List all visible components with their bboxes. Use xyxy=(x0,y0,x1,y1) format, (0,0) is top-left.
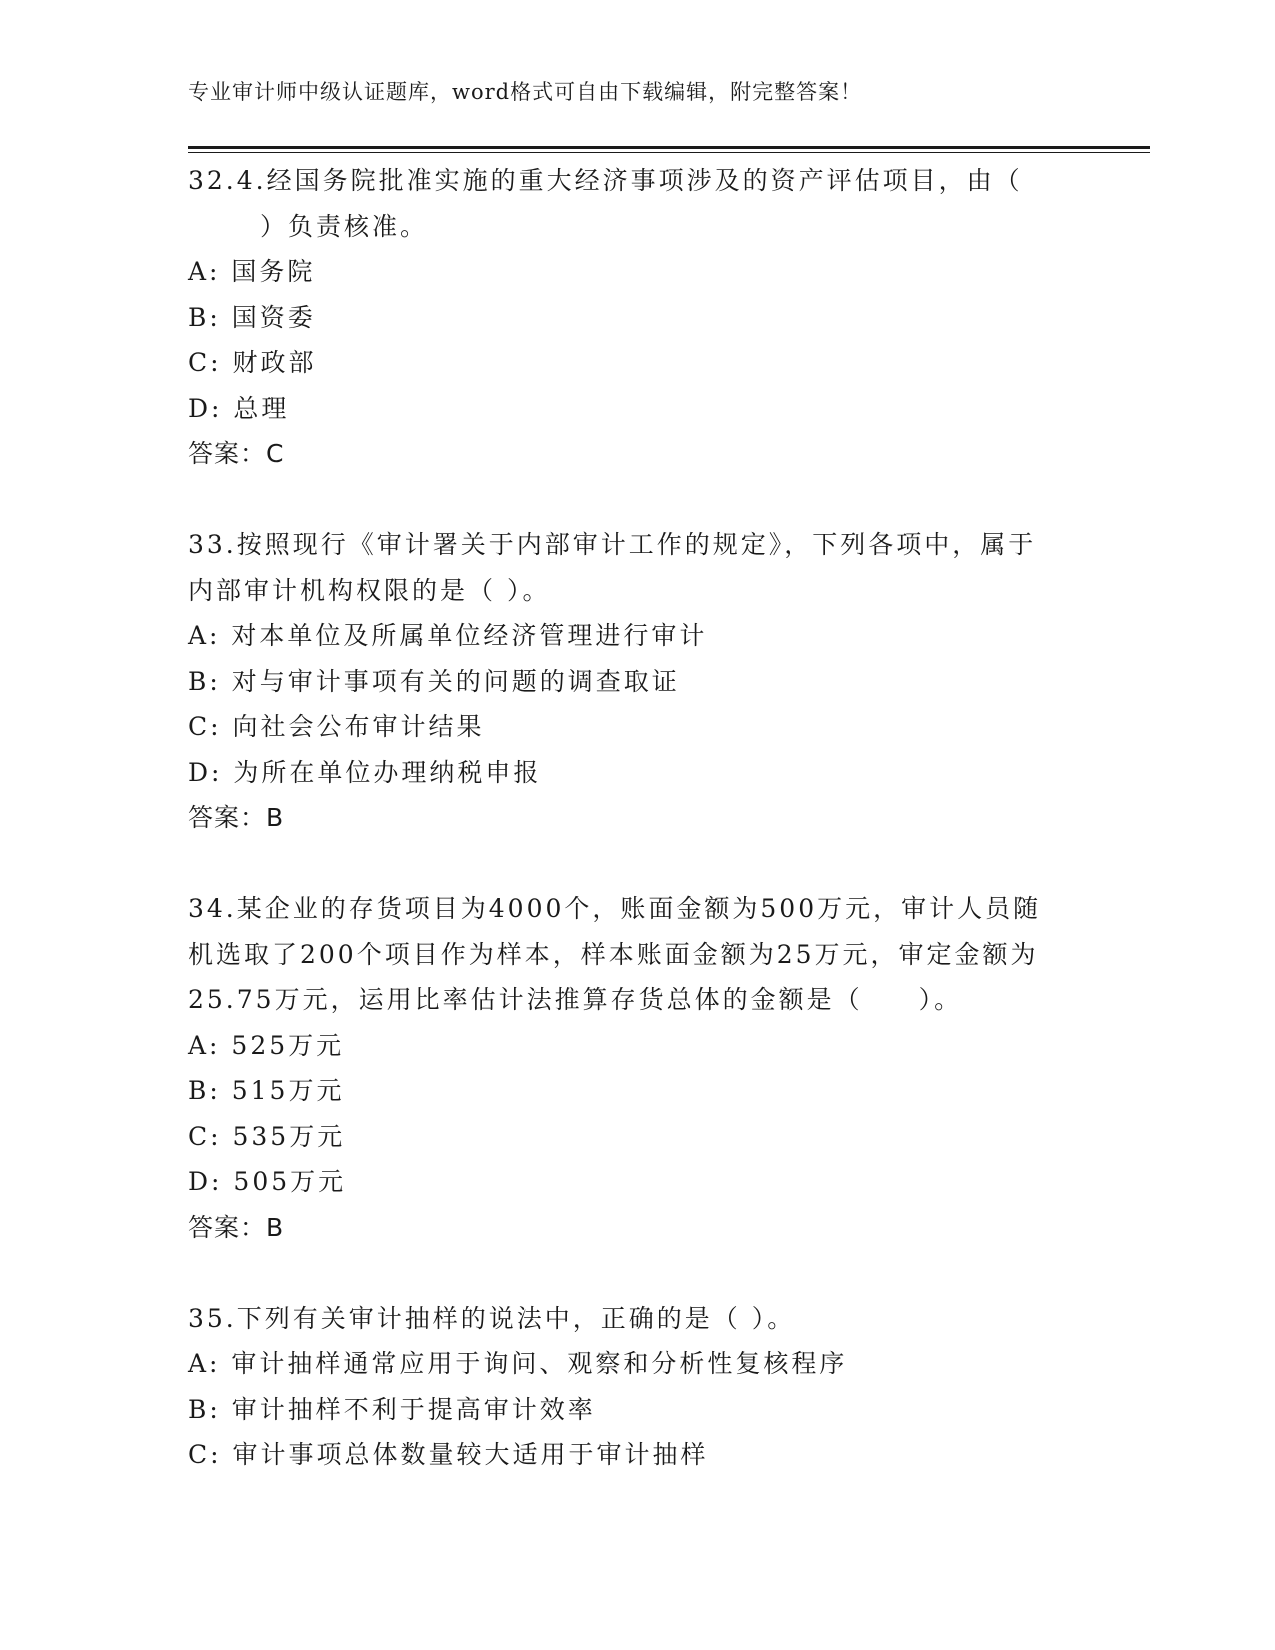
option-d: D: 为所在单位办理纳税申报 xyxy=(188,757,542,787)
option-a: A: 对本单位及所属单位经济管理进行审计 xyxy=(188,621,708,650)
option-a: A: 审计抽样通常应用于询问、观察和分析性复核程序 xyxy=(188,1349,848,1378)
question-35 xyxy=(188,1296,1088,1478)
spacer xyxy=(188,1250,1088,1296)
option-a: A: 525万元 xyxy=(188,1030,345,1060)
question-stem-line: 35.下列有关审计抽样的说法中，正确的是（ ）。 xyxy=(188,1303,796,1333)
answer: 答案：C xyxy=(188,439,285,468)
option-d: D: 总理 xyxy=(188,393,290,423)
question-32 xyxy=(188,158,1088,477)
option-d: D: 505万元 xyxy=(188,1167,347,1196)
question-stem-line: 33.按照现行《审计署关于内部审计工作的规定》，下列各项中，属于 xyxy=(188,530,1037,559)
option-b: B: 国资委 xyxy=(188,302,316,332)
question-stem-line: ）负责核准。 xyxy=(260,211,429,241)
question-stem-line: 内部审计机构权限的是（ ）。 xyxy=(188,575,551,605)
question-stem-line: 34.某企业的存货项目为4000个，账面金额为500万元，审计人员随 xyxy=(188,894,1042,923)
answer: 答案：B xyxy=(188,803,285,832)
header-divider-thin xyxy=(188,152,1150,153)
question-stem-line: 25.75万元，运用比率估计法推算存货总体的金额是（ ）。 xyxy=(188,985,963,1014)
spacer xyxy=(188,841,1088,887)
option-c: C: 535万元 xyxy=(188,1121,346,1151)
option-a: A: 国务院 xyxy=(188,257,316,286)
option-c: C: 审计事项总体数量较大适用于审计抽样 xyxy=(188,1440,709,1469)
option-c: C: 财政部 xyxy=(188,348,317,377)
option-b: B: 对与审计事项有关的问题的调查取证 xyxy=(188,666,680,696)
question-stem-line: 32.4.经国务院批准实施的重大经济事项涉及的资产评估项目，由（ xyxy=(188,166,1023,195)
option-c: C: 向社会公布审计结果 xyxy=(188,712,485,741)
spacer xyxy=(188,477,1088,523)
option-b: B: 审计抽样不利于提高审计效率 xyxy=(188,1394,596,1424)
answer: 答案：B xyxy=(188,1212,285,1242)
question-33 xyxy=(188,522,1088,841)
header-divider-thick xyxy=(188,146,1150,149)
option-b: B: 515万元 xyxy=(188,1076,345,1105)
question-list xyxy=(188,158,1088,1478)
page-header: 专业审计师中级认证题库，word格式可自由下载编辑，附完整答案！ xyxy=(188,80,863,104)
question-stem-line: 机选取了200个项目作为样本，样本账面金额为25万元，审定金额为 xyxy=(188,939,1039,969)
question-34 xyxy=(188,886,1088,1250)
